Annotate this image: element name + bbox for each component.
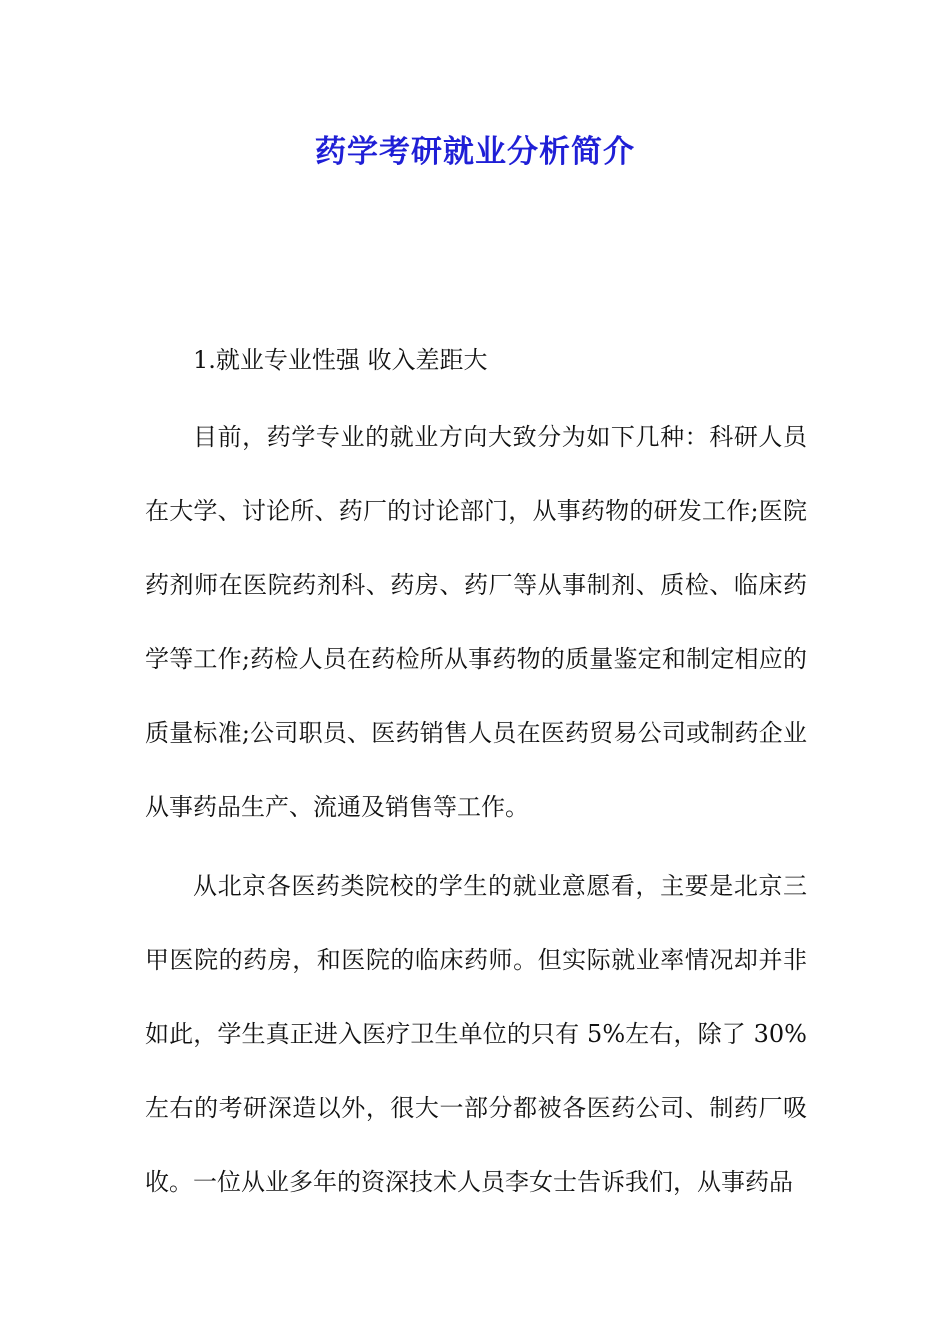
paragraph-1: 目前，药学专业的就业方向大致分为如下几种：科研人员在大学、讨论所、药厂的讨论部门，从事药物的研发工作;医院药剂师在医院药剂科、药房、药厂等从事制剂、质检、临床药学等工作;药检人员在药检所从事药物的质量鉴定和制定相应的质量标准;公司职员、医药销售人员在医药贸易公司或制药企业从事药品生产、流通及销售等工作。 (145, 423, 807, 821)
paragraph-2: 从北京各医药类院校的学生的就业意愿看，主要是北京三甲医院的药房，和医院的临床药师。但实际就业率情况却并非如此，学生真正进入医疗卫生单位的只有 5%左右，除了 30%左右的考研深造以外，很大一部分都被各医药公司、制药厂吸收。 (145, 872, 807, 1196)
document-title: 药学考研就业分析简介 (315, 134, 635, 170)
section-heading: 1.就业专业性强 收入差距大 (193, 346, 488, 374)
paragraph-3: 一位从业多年的资深技术人员李女士告诉我们，从事药品 (193, 1168, 793, 1196)
